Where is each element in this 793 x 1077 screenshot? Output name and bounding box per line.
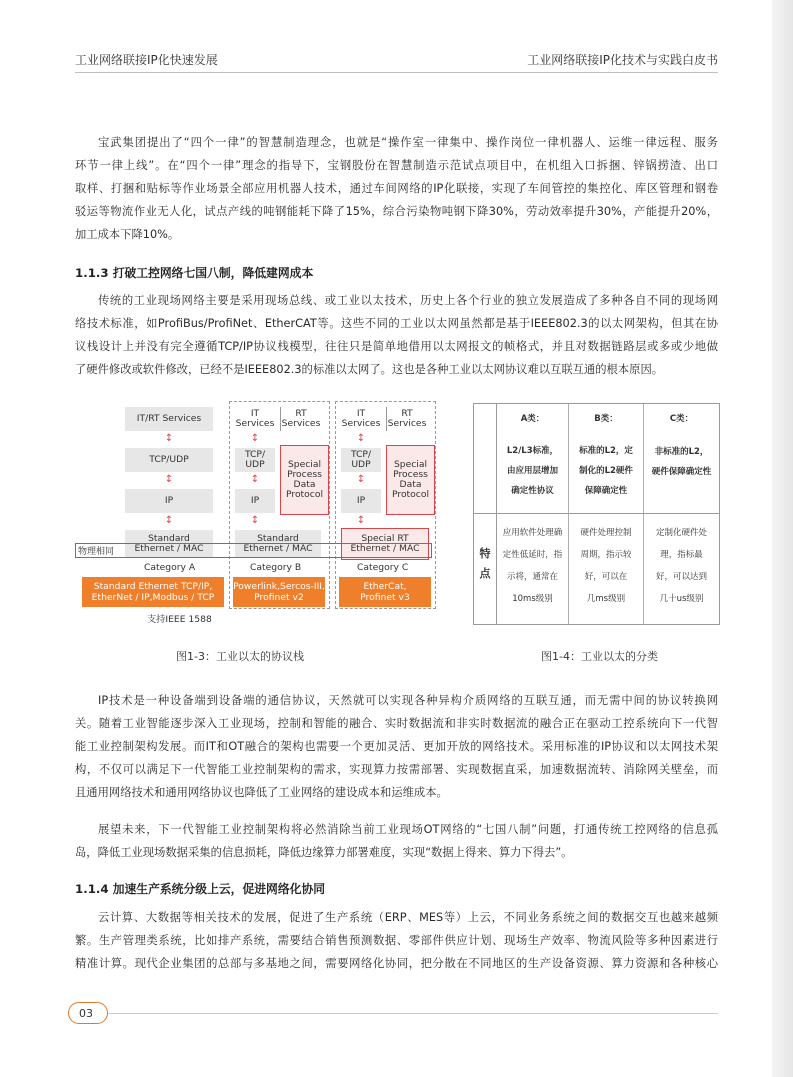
row-label: 点 <box>479 567 491 580</box>
page-number: 03 <box>68 1002 108 1024</box>
rt-label: RT <box>295 408 307 419</box>
cell-line: 好，可以达到 <box>655 572 707 582</box>
special-label: Data <box>293 479 316 490</box>
footer-divider <box>108 1013 718 1014</box>
column-header-c: C类： <box>669 414 694 424</box>
text-line: 且通用网络技术和通用网络协议也降低了工业网络的建设成本和运维成本。 <box>75 786 448 799</box>
text-line: 岛，降低工业现场数据采集的信息损耗，降低边缘算力部署难度，实现“数据上得来、算力下得去”。 <box>75 846 573 859</box>
cell-line: 确定性协议 <box>511 486 554 496</box>
running-header-right: 工业网络联接IP化技术与实践白皮书 <box>527 53 718 67</box>
text-line: 云计算、大数据等相关技术的发展，促进了生产系统（ERP、MES等）上云，不同业务系统之间的数据交互也越来越频 <box>98 911 718 924</box>
figure-caption-1-4: 图1-4：工业以太的分类 <box>541 650 658 663</box>
cell-line: 10ms级别 <box>512 594 553 604</box>
cell-line: 周期，指示较 <box>580 550 632 560</box>
ethernet-label: Standard <box>257 533 299 544</box>
cell-line: 理，指标最 <box>660 550 703 560</box>
special-process-box-c <box>386 445 435 515</box>
cell-line: 几十us级别 <box>659 594 704 604</box>
tcp-udp-box-a: TCP/UDP <box>125 448 213 472</box>
paragraph-ip-technology <box>75 689 718 804</box>
rt-services-box-b <box>280 407 321 431</box>
category-c-features <box>644 522 719 610</box>
cell-line: 由应用层增加 <box>506 466 558 476</box>
text-line: 繁。生产管理类系统，比如排产系统，需要结合销售预测数据、零部件供应计划、现场生产效率、物流风险等多种因素进行 <box>75 934 718 947</box>
cell-line: 好，可以在 <box>584 572 628 582</box>
text-line: 加工成本下降10%。 <box>75 228 180 241</box>
cell-line: 定性低延时，指 <box>502 550 563 560</box>
special-label: Data <box>399 479 422 490</box>
category-b-description <box>569 438 643 504</box>
text-line: 构，不仅可以满足下一代智能工业控制架构的需求，实现算力按需部署、实现数据直采，加速数据流转、消除网关壁垒，而 <box>75 763 718 776</box>
text-line: 议栈设计上并没有完全遵循TCP/IP协议栈模型，往往只是简单地借用以太网报文的帧格式，并且对数据链路层或多或少地做 <box>75 340 718 353</box>
cell-line: 示将，通常在 <box>506 572 558 582</box>
arrow-icon: ↕ <box>164 515 174 526</box>
category-a-description <box>497 438 568 504</box>
cell-line: 定制化硬件处 <box>655 528 707 538</box>
paragraph-baowu <box>75 131 718 246</box>
arrow-icon: ↕ <box>250 515 260 526</box>
page-edge-shadow <box>772 0 793 1077</box>
cell-line: 标准的L2，定 <box>579 446 633 456</box>
cell-line: 硬件处理控制 <box>580 528 632 538</box>
physical-same-label: 物理相同 <box>78 547 115 557</box>
header-divider <box>75 72 718 73</box>
text-line: IP技术是一种设备端到设备端的通信协议，天然就可以实现各种异构介质网络的互联互通，而无需中间的协议转换网 <box>98 694 718 707</box>
text-line: 驳运等物流作业无人化，试点产线的吨钢能耗下降了15%，综合污染物吨钢下降30%，劳动效率提升30%，产能提升20%， <box>75 205 718 218</box>
cell-line: 应用软件处理确 <box>502 528 563 538</box>
text-line: 宝武集团提出了“四个一律”的智慧制造理念，也就是“操作室一律集中、操作岗位一律机器人、运维一律远程、服务 <box>98 136 718 149</box>
category-c-protocols <box>339 577 431 607</box>
special-process-box-b <box>280 445 329 515</box>
cell-line: 非标准的L2， <box>654 447 709 457</box>
column-header-b: B类： <box>594 414 618 424</box>
special-label: Special <box>393 459 428 470</box>
special-label: Protocol <box>285 489 324 500</box>
cell-line: 制化的L2硬件 <box>579 466 633 476</box>
paragraph-traditional-fieldbus <box>75 289 718 381</box>
section-heading-1-1-4: 1.1.4 加速生产系统分级上云，促进网络化协同 <box>75 882 326 896</box>
ethernet-label: Special RT <box>361 533 409 544</box>
text-line: 传统的工业现场网络主要是采用现场总线、或工业以太技术，历史上各个行业的独立发展造成了多种各自不同的现场网 <box>98 294 718 307</box>
rt-label: RT <box>401 408 413 419</box>
tcp-label: TCP/ <box>244 449 266 460</box>
protocol-text: Standard Ethernet TCP/IP, <box>93 581 213 592</box>
tcp-label: UDP <box>351 459 371 470</box>
arrow-icon: ↕ <box>250 474 260 485</box>
section-heading-1-1-3: 1.1.3 打破工控网络七国八制，降低建网成本 <box>75 266 314 280</box>
ip-box-b: IP <box>235 489 275 513</box>
cell-line: 保障确定性 <box>584 486 628 496</box>
it-label: IT <box>250 408 260 419</box>
column-header-a: A类： <box>520 414 545 424</box>
category-a-protocols <box>82 577 224 607</box>
ip-box-a: IP <box>125 489 213 513</box>
protocol-text: EtherCat, <box>363 581 407 592</box>
text-line: 关。随着工业智能逐步深入工业现场，控制和智能的融合、实时数据流和非实时数据流的融合正在驱动工控系统向下一代智 <box>75 717 718 730</box>
running-header-left: 工业网络联接IP化快速发展 <box>75 53 218 67</box>
tcp-label: TCP/ <box>350 449 372 460</box>
text-line: 环节一律上线”。在“四个一律”理念的指导下，宝钢股份在智慧制造示范试点项目中，在机组入口拆捆、锌锅捞渣、出口 <box>75 159 718 172</box>
text-line: 取样、打捆和贴标等作业场景全部应用机器人技术，通过车间网络的IP化联接，实现了车间管控的集控化、库区管理和钢卷 <box>75 182 718 195</box>
text-line: 能工业控制架构发展。而IT和OT融合的架构也需要一个更加灵活、更加开放的网络技术。采用标准的IP协议和以太网技术架 <box>75 740 718 753</box>
arrow-icon: ↕ <box>356 515 366 526</box>
ethernet-label: Standard <box>148 533 190 544</box>
row-header-features <box>474 539 496 589</box>
arrow-icon: ↕ <box>250 433 260 444</box>
ethernet-label: Ethernet / MAC <box>134 543 204 554</box>
cell-line: L2/L3标准， <box>506 446 559 456</box>
arrow-icon: ↕ <box>356 433 366 444</box>
arrow-icon: ↕ <box>164 474 174 485</box>
tcp-udp-box-b <box>235 448 275 472</box>
special-label: Process <box>287 469 322 480</box>
paragraph-outlook <box>75 818 718 864</box>
category-b-label: Category B <box>250 562 302 573</box>
figure-classification-table <box>473 403 720 625</box>
ethernet-label: Ethernet / MAC <box>350 543 420 554</box>
text-line: 络技术标准，如ProfiBus/ProfiNet、EtherCAT等。这些不同的工业以太网虽然都是基于IEEE802.3的以太网架构，但其在协 <box>75 317 718 330</box>
it-services-box-c <box>341 407 381 431</box>
figure-caption-1-3: 图1-3：工业以太的协议栈 <box>176 650 304 663</box>
protocol-text: EtherNet / IP,Modbus / TCP <box>91 592 215 603</box>
services-box-a: IT/RT Services <box>125 407 213 431</box>
it-label: Services <box>341 418 381 429</box>
it-label: IT <box>356 408 366 419</box>
tcp-udp-box-c <box>341 448 381 472</box>
protocol-text: Profinet v3 <box>360 592 410 603</box>
special-label: Protocol <box>391 489 430 500</box>
protocol-text: Powerlink,Sercos-III, <box>233 581 325 592</box>
table-divider <box>474 513 719 514</box>
arrow-icon: ↕ <box>164 433 174 444</box>
category-c-description <box>644 438 719 486</box>
category-b-protocols <box>233 577 325 607</box>
text-line: 精准计算。现代企业集团的总部与多基地之间，需要网络化协同，把分散在不同地区的生产设备资源、算力资源和各种核心 <box>75 957 718 970</box>
text-line: 了硬件修改或软件修改，已经不是IEEE802.3的标准以太网了。这也是各种工业以太网协议难以互联互通的根本原因。 <box>75 363 664 376</box>
special-label: Special <box>287 459 322 470</box>
paragraph-cloud <box>75 906 718 975</box>
it-label: Services <box>235 418 275 429</box>
physical-layer-frame <box>75 543 432 558</box>
figure-protocol-stack <box>75 400 437 625</box>
rt-services-box-c <box>386 407 427 431</box>
rt-label: Services <box>281 418 321 429</box>
protocol-text: Profinet v2 <box>254 592 304 603</box>
special-label: Process <box>393 469 428 480</box>
rt-label: Services <box>387 418 427 429</box>
cell-line: 几ms级别 <box>586 594 626 604</box>
category-b-features <box>569 522 643 610</box>
cell-line: 硬件保障确定性 <box>651 467 712 477</box>
ieee1588-note: 支持IEEE 1588 <box>147 614 212 625</box>
arrow-icon: ↕ <box>356 474 366 485</box>
row-label: 特 <box>479 547 491 560</box>
tcp-label: UDP <box>245 459 265 470</box>
text-line: 展望未来，下一代智能工业控制架构将必然消除当前工业现场OT网络的“七国八制”问题，打通传统工控网络的信息孤 <box>98 823 718 836</box>
category-c-label: Category C <box>357 562 409 573</box>
ip-box-c: IP <box>341 489 381 513</box>
ethernet-label: Ethernet / MAC <box>243 543 313 554</box>
category-a-label: Category A <box>144 562 196 573</box>
it-services-box-b <box>235 407 275 431</box>
category-a-features <box>497 522 568 610</box>
